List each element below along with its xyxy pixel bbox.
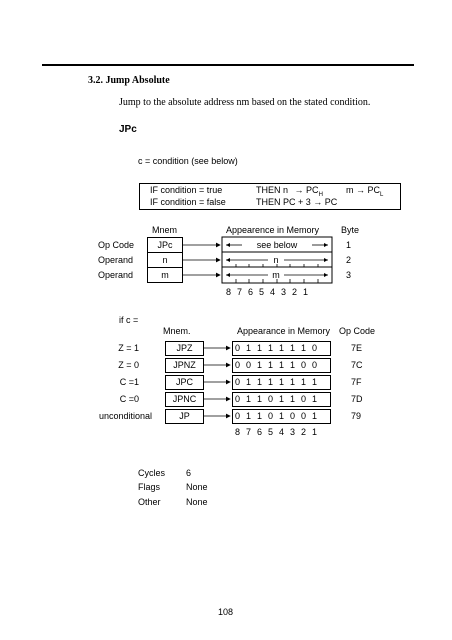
memory-cell-opcode: see below bbox=[256, 240, 298, 250]
bit-cell: 0 bbox=[245, 360, 251, 370]
bit-cell: 1 bbox=[256, 343, 262, 353]
condition-label: C =0 bbox=[119, 394, 139, 404]
bit-label: 1 bbox=[302, 287, 308, 297]
opcode-value: 7C bbox=[351, 360, 363, 370]
condition-label: unconditional bbox=[98, 411, 152, 421]
bit-cell: 1 bbox=[289, 360, 295, 370]
bit-label: 5 bbox=[267, 427, 273, 437]
bit-cell: 1 bbox=[300, 377, 306, 387]
cond-true-action: THEN $n \to PC_H$ bbox=[256, 185, 323, 198]
memory-cell-n: n bbox=[273, 255, 279, 265]
opcode-bit-labels bbox=[232, 426, 320, 438]
bit-cell: 1 bbox=[311, 411, 317, 421]
if-c-label: if c = bbox=[119, 315, 139, 325]
other-label: Other bbox=[138, 497, 161, 507]
other-value: None bbox=[186, 497, 208, 507]
bit-cell: 0 bbox=[234, 343, 240, 353]
bit-cell: 0 bbox=[311, 343, 317, 353]
format-header-mnem: Mnem bbox=[152, 225, 178, 235]
mnem-cell: JP bbox=[165, 409, 204, 424]
bit-label: 5 bbox=[258, 287, 264, 297]
bit-cell: 0 bbox=[267, 411, 273, 421]
mnem-cell: JPZ bbox=[165, 341, 204, 356]
bit-cell: 1 bbox=[267, 360, 273, 370]
bit-cell: 1 bbox=[278, 343, 284, 353]
bit-cell: 1 bbox=[289, 343, 295, 353]
condition-label: C =1 bbox=[119, 377, 139, 387]
condition-label: Z = 0 bbox=[118, 360, 139, 370]
format-mnem-cell: m bbox=[161, 270, 169, 280]
bit-cell: 0 bbox=[267, 394, 273, 404]
bit-label: 2 bbox=[300, 427, 306, 437]
format-arrows bbox=[0, 0, 452, 300]
bit-cell: 1 bbox=[311, 394, 317, 404]
bit-cell: 1 bbox=[245, 343, 251, 353]
bit-label: 3 bbox=[289, 427, 295, 437]
bit-cell: 1 bbox=[245, 411, 251, 421]
bit-cell: 0 bbox=[234, 411, 240, 421]
bit-cell: 1 bbox=[267, 343, 273, 353]
bit-cell: 0 bbox=[311, 360, 317, 370]
opcode-header-mnem: Mnem. bbox=[163, 326, 191, 336]
bit-cell: 1 bbox=[278, 394, 284, 404]
bit-cell: 1 bbox=[289, 377, 295, 387]
bit-cell: 1 bbox=[256, 377, 262, 387]
instruction-mnemonic: JPc bbox=[119, 124, 137, 135]
bit-label: 6 bbox=[256, 427, 262, 437]
bit-cell: 1 bbox=[256, 411, 262, 421]
condition-label: Z = 1 bbox=[118, 343, 139, 353]
bit-label: 7 bbox=[245, 427, 251, 437]
mnem-cell: JPNZ bbox=[165, 358, 204, 373]
opcode-header-memory: Appearance in Memory bbox=[237, 326, 331, 336]
bit-label: 1 bbox=[311, 427, 317, 437]
bit-cell: 1 bbox=[278, 411, 284, 421]
bit-cell: 0 bbox=[234, 377, 240, 387]
description: Jump to the absolute address nm based on the stated condition. bbox=[119, 97, 371, 108]
bit-label: 8 bbox=[225, 287, 231, 297]
cond-false: IF condition = false bbox=[150, 197, 226, 207]
bit-cell: 1 bbox=[289, 394, 295, 404]
bit-cell: 1 bbox=[256, 360, 262, 370]
bit-cell: 1 bbox=[267, 377, 273, 387]
cond-true-m-action: $m \to PC_L$ bbox=[346, 185, 384, 198]
opcode-value: 79 bbox=[351, 411, 362, 421]
byte-value: 2 bbox=[346, 255, 352, 265]
cond-true: IF condition = true bbox=[150, 185, 223, 195]
bit-cell: 1 bbox=[256, 394, 262, 404]
format-header-memory: Appearence in Memory bbox=[226, 225, 320, 235]
memory-cell-m: m bbox=[272, 270, 280, 280]
flags-label: Flags bbox=[138, 482, 161, 492]
bit-label: 8 bbox=[234, 427, 240, 437]
format-mnem-cell: JPc bbox=[157, 240, 173, 250]
condition-note: c = condition (see below) bbox=[138, 156, 238, 166]
bit-cell: 0 bbox=[300, 360, 306, 370]
bit-cell: 1 bbox=[300, 343, 306, 353]
bit-label: 6 bbox=[247, 287, 253, 297]
mnem-cell: JPC bbox=[165, 375, 204, 390]
bit-cell: 0 bbox=[300, 394, 306, 404]
section-title: 3.2. Jump Absolute bbox=[88, 75, 170, 86]
opcode-arrows bbox=[0, 330, 452, 430]
opcode-value: 7D bbox=[351, 394, 363, 404]
bit-cell: 0 bbox=[289, 411, 295, 421]
bit-label: 2 bbox=[291, 287, 297, 297]
bit-cell: 1 bbox=[311, 377, 317, 387]
bit-cell: 1 bbox=[245, 377, 251, 387]
format-row-label: Operand bbox=[98, 255, 134, 265]
format-header-byte: Byte bbox=[341, 225, 360, 235]
bit-label: 4 bbox=[278, 427, 284, 437]
opcode-value: 7F bbox=[351, 377, 362, 387]
page-number: 108 bbox=[218, 607, 234, 617]
bit-cell: 0 bbox=[300, 411, 306, 421]
bit-cell: 1 bbox=[278, 360, 284, 370]
format-row-label: Operand bbox=[98, 270, 134, 280]
byte-value: 1 bbox=[346, 240, 352, 250]
cycles-value: 6 bbox=[186, 468, 192, 478]
byte-value: 3 bbox=[346, 270, 352, 280]
format-mnem-cell: n bbox=[162, 255, 168, 265]
bit-cell: 0 bbox=[234, 394, 240, 404]
flags-value: None bbox=[186, 482, 208, 492]
cond-false-action: THEN PC + 3 → PC bbox=[256, 197, 338, 207]
bit-cell: 0 bbox=[234, 360, 240, 370]
mnem-cell: JPNC bbox=[165, 392, 204, 407]
format-bit-labels bbox=[223, 286, 311, 298]
bit-cell: 1 bbox=[245, 394, 251, 404]
format-row-label: Op Code bbox=[98, 240, 135, 250]
bit-label: 7 bbox=[236, 287, 242, 297]
opcode-header-opcode: Op Code bbox=[339, 326, 376, 336]
opcode-value: 7E bbox=[351, 343, 363, 353]
bit-cell: 1 bbox=[278, 377, 284, 387]
bit-label: 4 bbox=[269, 287, 275, 297]
bit-label: 3 bbox=[280, 287, 286, 297]
cycles-label: Cycles bbox=[138, 468, 166, 478]
